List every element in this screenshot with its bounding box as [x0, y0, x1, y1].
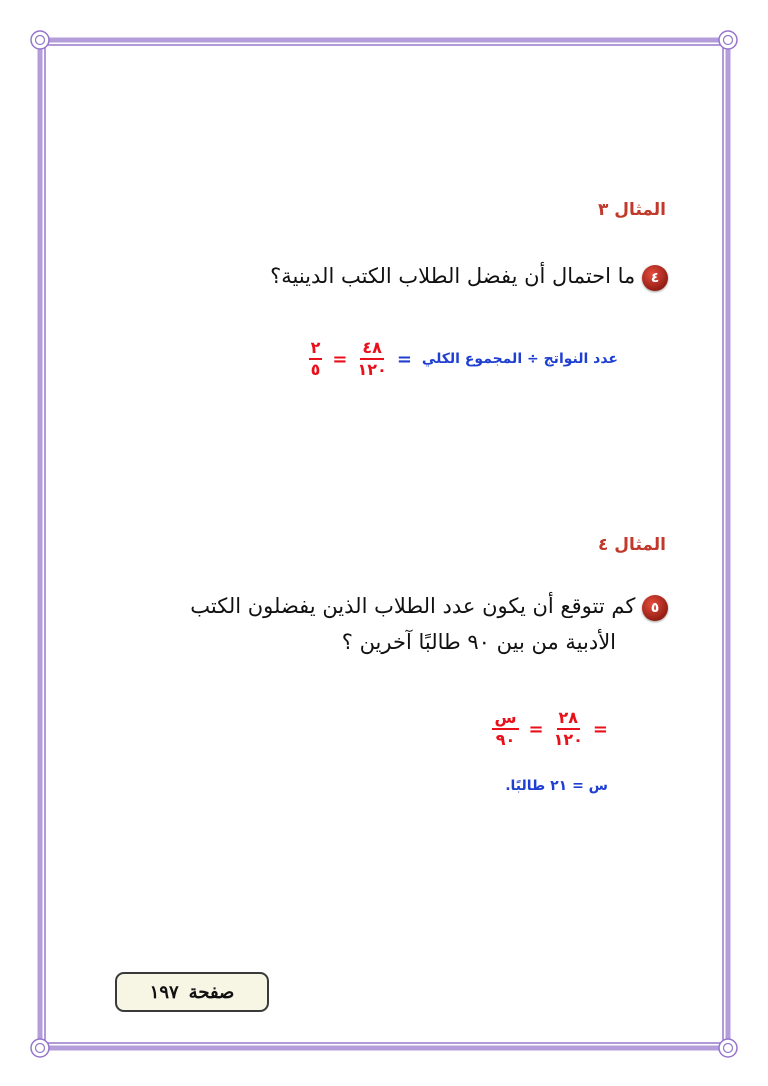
formula-text: عدد النواتج ÷ المجموع الكلي — [421, 351, 618, 367]
example-3-question — [270, 258, 668, 294]
fraction-x-90 — [492, 710, 518, 748]
example-4-question-line-1: كم تتوقع أن يكون عدد الطلاب الذين يفضلون الكتب — [190, 594, 636, 618]
page-number: ١٩٧ — [149, 981, 179, 1003]
corner-ornament-top-left — [31, 31, 49, 49]
fraction-denominator: ٩٠ — [495, 730, 516, 749]
fraction-denominator: ١٢٠ — [553, 730, 583, 749]
equals-sign: = — [396, 348, 412, 370]
fraction-denominator: ١٢٠ — [357, 360, 387, 379]
corner-ornament-bottom-right — [719, 1039, 737, 1057]
fraction-numerator: ٢ — [309, 340, 323, 360]
equals-sign: = — [592, 718, 608, 740]
example-3-equation — [309, 340, 618, 378]
fraction-28-120 — [554, 710, 583, 748]
example-4-question — [190, 588, 668, 624]
corner-ornament-top-right — [719, 31, 737, 49]
equals-sign: = — [332, 348, 348, 370]
example-4-equation — [492, 710, 608, 748]
fraction-2-5 — [309, 340, 323, 378]
example-3-heading: المثال ٣ — [598, 200, 666, 220]
example-4-question-line-2: الأدبية من بين ٩٠ طالبًا آخرين ؟ — [341, 630, 616, 654]
fraction-numerator: س — [492, 710, 518, 730]
fraction-48-120 — [358, 340, 387, 378]
fraction-numerator: ٢٨ — [557, 710, 581, 730]
question-number-badge: ٥ — [642, 595, 668, 621]
corner-ornament-bottom-left — [31, 1039, 49, 1057]
example-4-answer: س = ٢١ طالبًا. — [505, 778, 608, 794]
example-3-question-text: ما احتمال أن يفضل الطلاب الكتب الدينية؟ — [270, 264, 636, 288]
fraction-numerator: ٤٨ — [360, 340, 384, 360]
page-word: صفحة — [188, 981, 235, 1003]
question-number-badge: ٤ — [642, 265, 668, 291]
example-4-heading: المثال ٤ — [598, 535, 666, 555]
equals-sign: = — [528, 718, 544, 740]
page-number-label — [115, 972, 269, 1012]
fraction-denominator: ٥ — [310, 360, 321, 379]
